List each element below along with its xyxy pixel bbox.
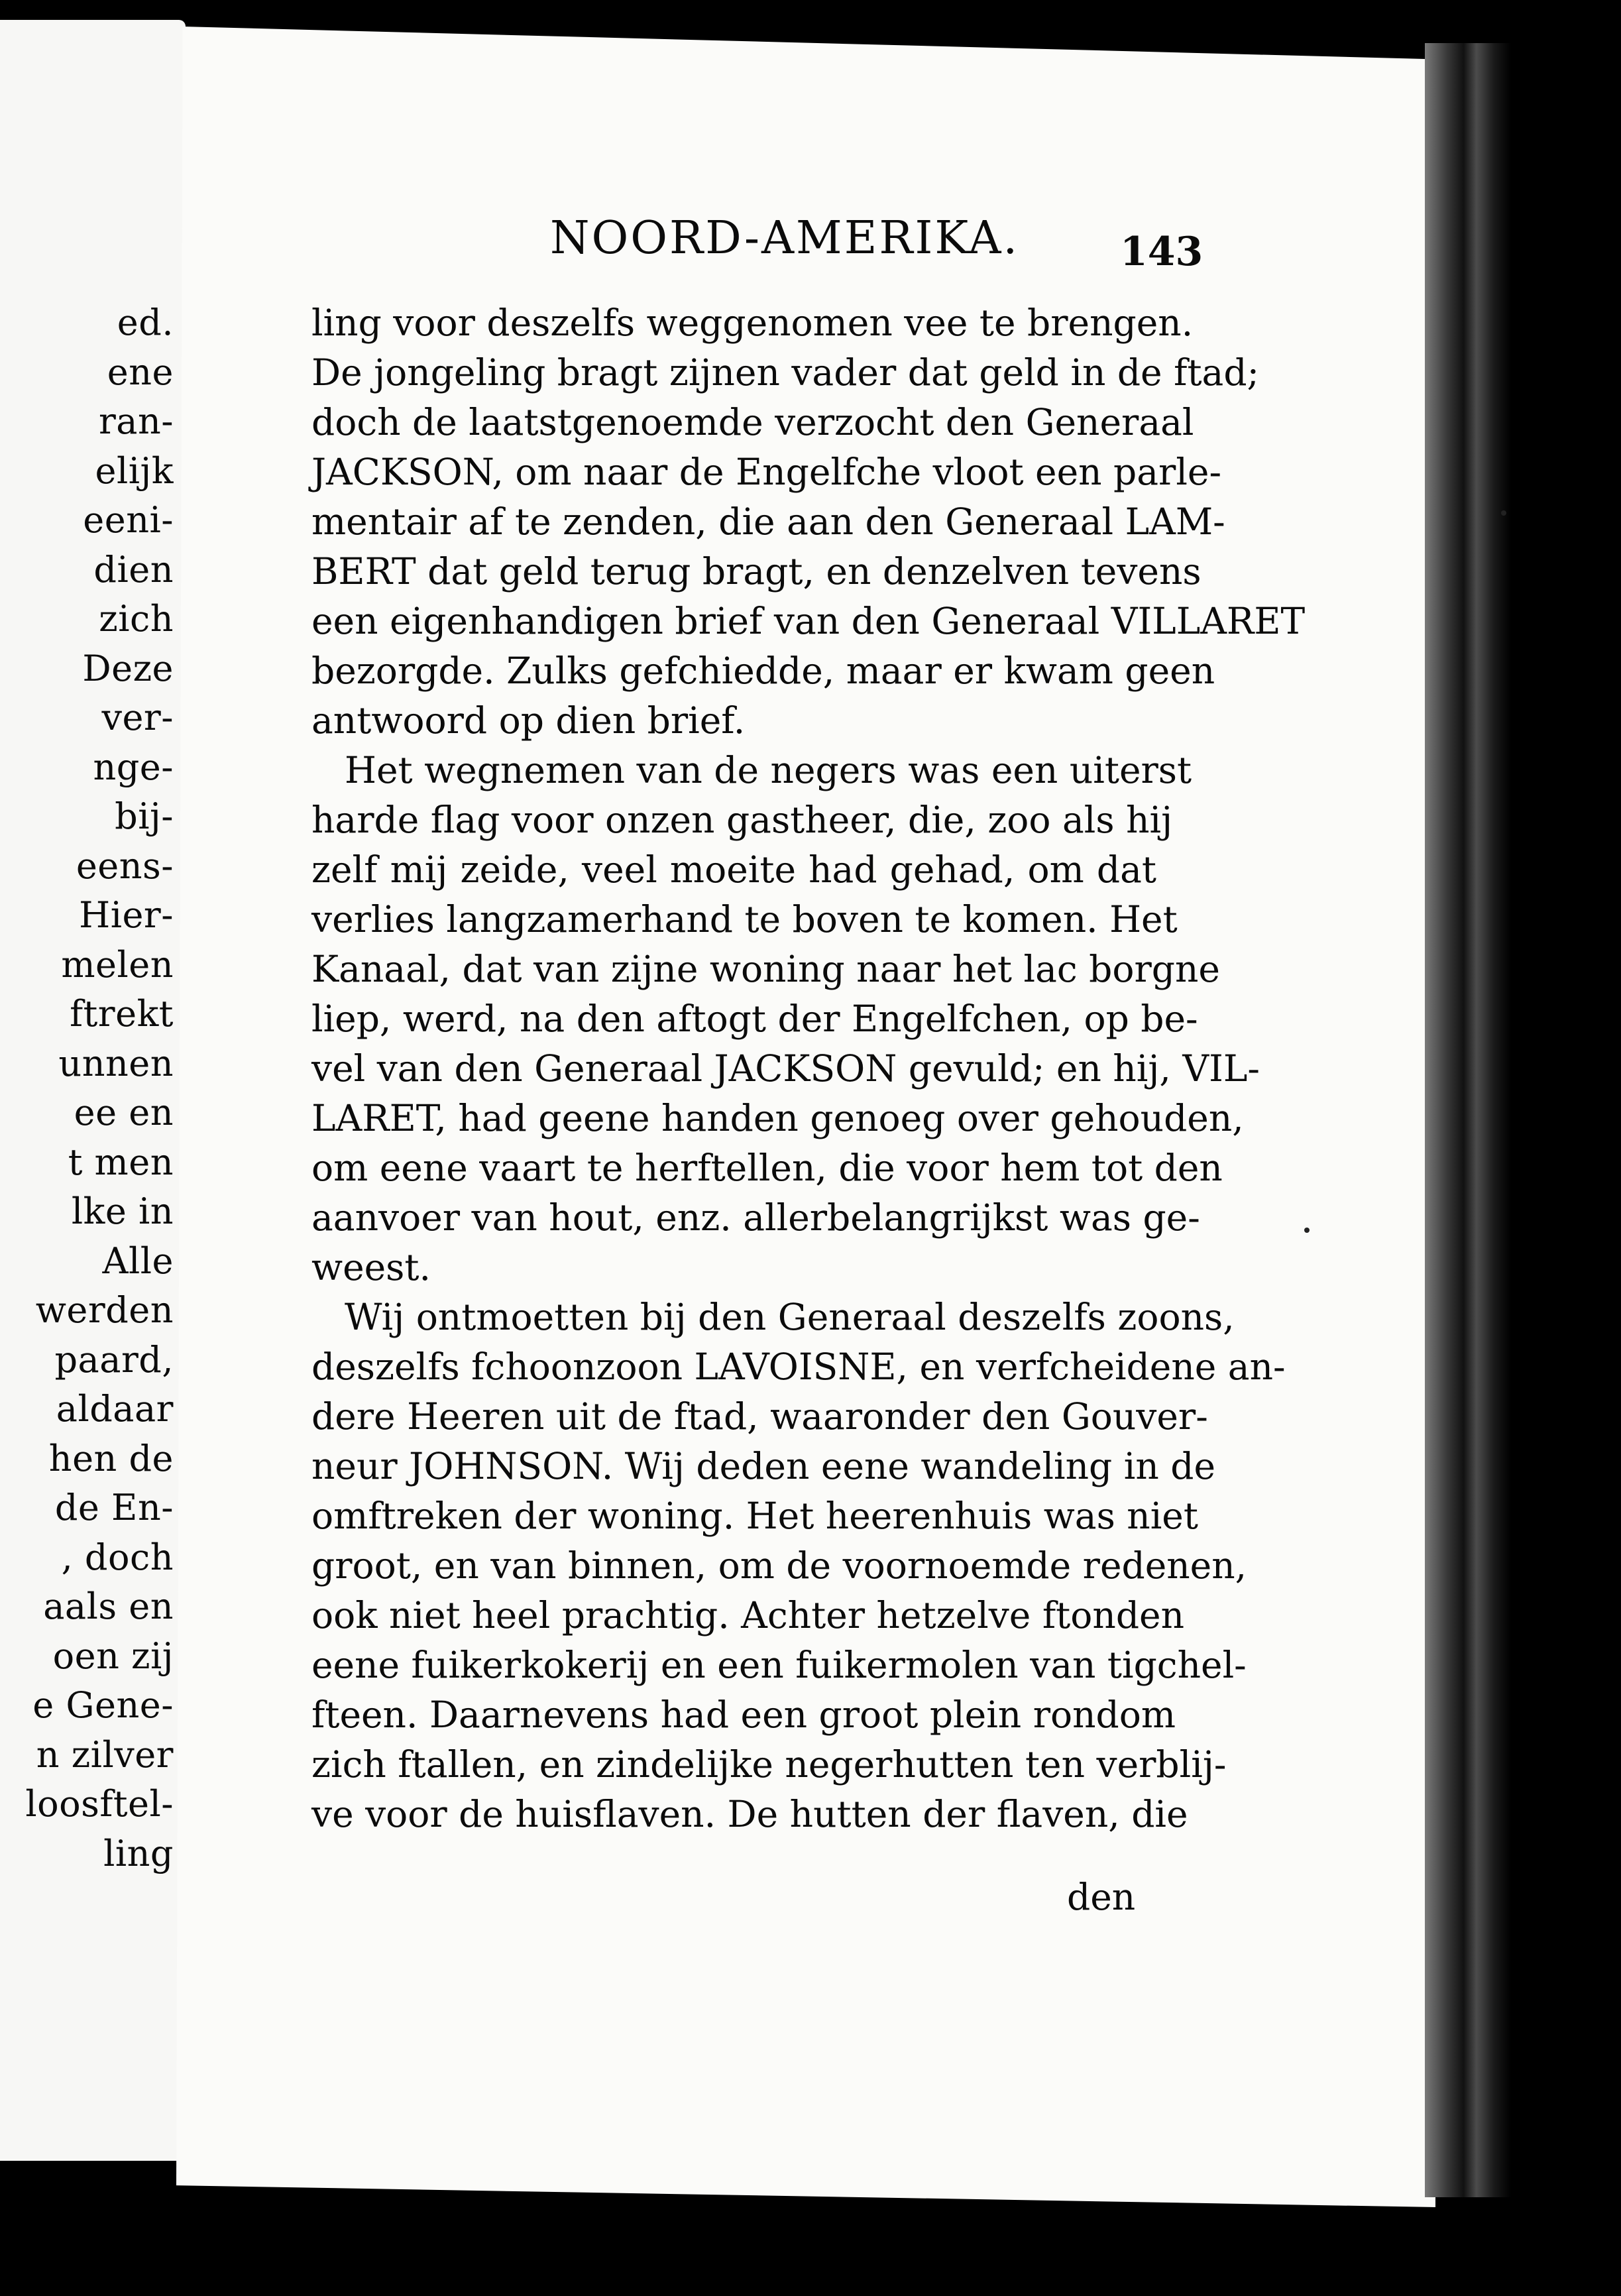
text-line: mentair af te zenden, die aan den Generaal LAM- [311, 500, 1225, 543]
text-line: zelf mij zeide, veel moeite had gehad, om dat [311, 848, 1156, 891]
page-edge-stack [1425, 43, 1511, 2197]
text-line: deszelfs fchoonzoon LAVOISNE, en verfcheidene an- [311, 1346, 1286, 1388]
left-text-fragment: ling [103, 1832, 174, 1874]
left-text-fragment: Alle [102, 1239, 174, 1282]
scan-speck [1304, 1228, 1310, 1233]
text-line: Het wegnemen van de negers was een uiterst [345, 749, 1192, 791]
left-text-fragment: hen de [48, 1437, 174, 1479]
left-text-fragment: Deze [82, 647, 174, 689]
text-line: om eene vaart te herftellen, die voor hem tot den [311, 1147, 1223, 1189]
left-text-fragment: lke in [71, 1190, 174, 1232]
text-line: ling voor deszelfs weggenomen vee te brengen. [311, 302, 1194, 344]
left-text-fragment: oen zij [52, 1635, 174, 1677]
left-text-fragment: ran- [98, 400, 174, 442]
left-text-fragment: de En- [54, 1487, 174, 1528]
text-line: verlies langzamerhand te boven te komen. Het [311, 898, 1178, 941]
left-text-fragment: melen [61, 943, 174, 986]
text-line: ve voor de huisflaven. De hutten der flaven, die [311, 1793, 1188, 1835]
text-line: bezorgde. Zulks gefchiedde, maar er kwam geen [311, 650, 1215, 692]
left-text-fragment: nge- [93, 746, 174, 788]
text-line: groot, en van binnen, om de voornoemde redenen, [311, 1544, 1247, 1587]
left-text-fragment: ene [107, 351, 174, 393]
left-text-fragment: ver- [101, 697, 174, 738]
left-text-fragment: e Gene- [32, 1684, 174, 1726]
left-text-fragment: t men [68, 1141, 174, 1183]
text-line: dere Heeren uit de ftad, waaronder den Gouver- [311, 1395, 1208, 1438]
page-number: 143 [1120, 229, 1203, 275]
left-text-fragment: Hier- [79, 894, 174, 936]
text-line: BERT dat geld terug bragt, en denzelven tevens [311, 550, 1202, 593]
left-text-fragment: ee en [74, 1092, 174, 1133]
text-line: zich ftallen, en zindelijke negerhutten ten verblij- [311, 1743, 1227, 1786]
left-text-fragment: dien [93, 548, 174, 591]
text-line: neur JOHNSON. Wij deden eene wandeling in de [311, 1445, 1215, 1487]
left-text-fragment: eeni- [83, 499, 174, 541]
text-line: Wij ontmoetten bij den Generaal deszelfs zoons, [345, 1296, 1235, 1338]
scan-speck [1501, 510, 1506, 516]
left-text-fragment: paard, [54, 1338, 174, 1381]
left-text-fragment: bij- [115, 795, 174, 837]
text-line: eene fuikerkokerij en een fuikermolen van tigchel- [311, 1644, 1247, 1686]
text-line: antwoord op dien brief. [311, 699, 746, 742]
text-line: Kanaal, dat van zijne woning naar het lac borgne [311, 948, 1220, 990]
left-text-fragment: werden [35, 1289, 174, 1331]
left-text-fragment: aldaar [56, 1388, 174, 1430]
catchword: den [1067, 1876, 1136, 1918]
left-text-fragment: elijk [95, 449, 174, 492]
left-text-fragment: ftrekt [70, 993, 174, 1035]
text-line: fteen. Daarnevens had een groot plein rondom [311, 1693, 1176, 1736]
left-text-fragment: , doch [61, 1536, 174, 1578]
left-text-fragment: n zilver [36, 1733, 174, 1776]
left-text-fragment: loosftel- [25, 1783, 174, 1825]
text-line: harde flag voor onzen gastheer, die, zoo als hij [311, 799, 1173, 841]
left-text-fragment: zich [99, 598, 174, 640]
text-line: LARET, had geene handen genoeg over gehouden, [311, 1097, 1244, 1139]
text-line: De jongeling bragt zijnen vader dat geld in de ftad; [311, 351, 1260, 394]
text-line: weest. [311, 1246, 431, 1289]
text-line: omftreken der woning. Het heerenhuis was niet [311, 1495, 1198, 1537]
text-line: liep, werd, na den aftogt der Engelfchen, op be- [311, 998, 1198, 1040]
left-text-fragment: unnen [58, 1042, 174, 1084]
running-head: NOORD-AMERIKA. [550, 212, 1020, 264]
text-line: doch de laatstgenoemde verzocht den Generaal [311, 401, 1194, 443]
left-text-fragment: eens- [76, 844, 174, 887]
left-text-fragment: ed. [117, 302, 174, 343]
left-text-fragment: aals en [43, 1585, 174, 1627]
text-line: ook niet heel prachtig. Achter hetzelve ftonden [311, 1594, 1184, 1636]
text-line: vel van den Generaal JACKSON gevuld; en hij, VIL- [311, 1047, 1260, 1090]
text-line: aanvoer van hout, enz. allerbelangrijkst was ge- [311, 1196, 1200, 1239]
text-line: een eigenhandigen brief van den Generaal VILLARET [311, 600, 1306, 642]
text-line: JACKSON, om naar de Engelfche vloot een parle- [311, 451, 1222, 493]
